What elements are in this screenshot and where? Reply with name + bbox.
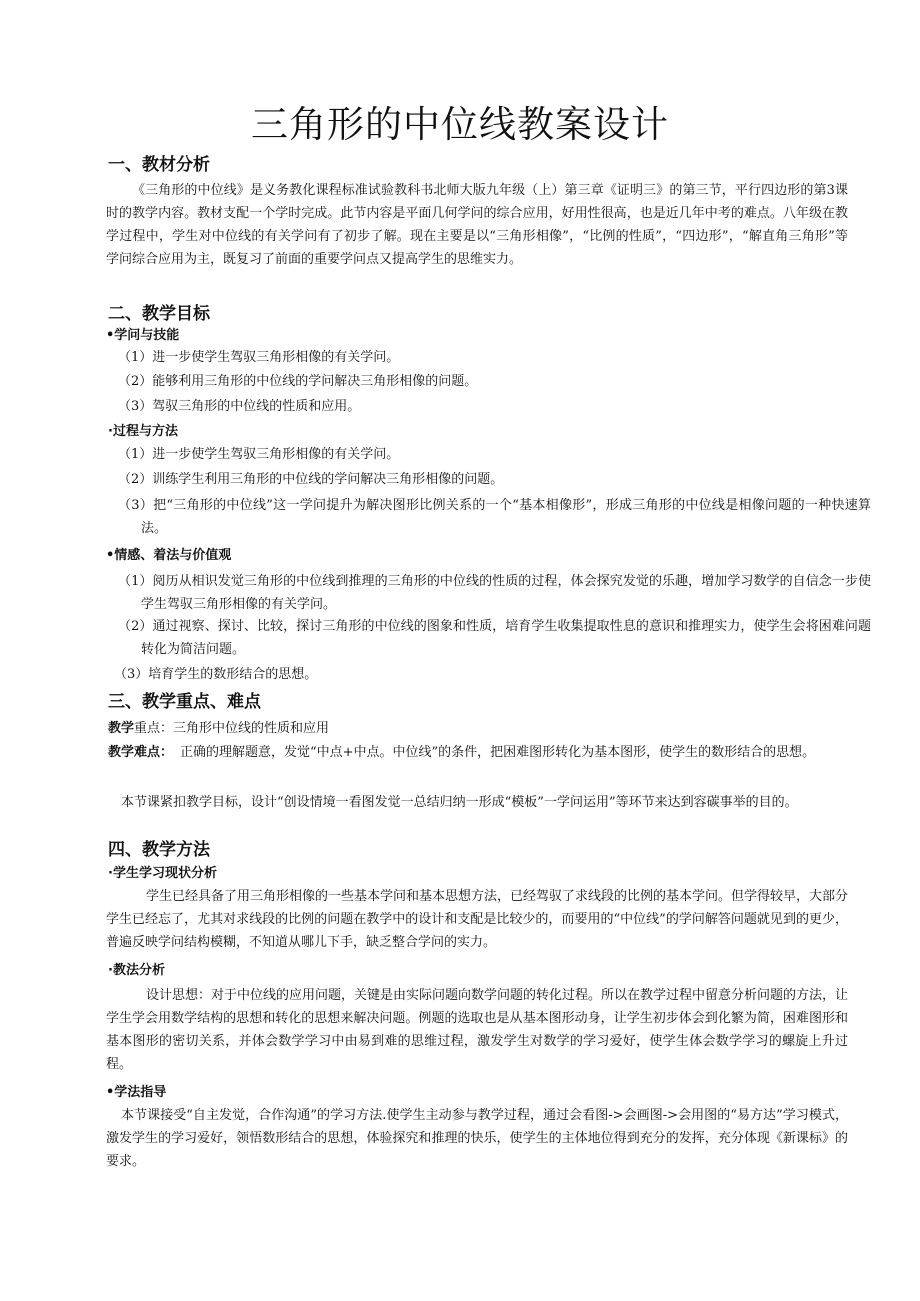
list-item: （3）驾驭三角形的中位线的性质和应用。	[118, 399, 361, 414]
list-item: （1）进一步使学生驾驭三角形相像的有关学问。	[118, 350, 400, 365]
objective-group-knowledge: •学问与技能	[106, 328, 180, 343]
key-points-paragraph: 本节课紧扣教学目标，设计“创设情境一看图发觉一总结归纳一形成“模板”一学问运用”等环节来达到容碳事举的目的。	[121, 795, 798, 810]
list-item: （3）培育学生的数形结合的思想。	[114, 667, 318, 682]
section-heading-materials: 一、教材分析	[108, 155, 210, 175]
section-heading-key-points: 三、教学重点、难点	[108, 692, 261, 712]
list-item: （1）阅历从相识发觉三角形的中位线到推理的三角形的中位线的性质的过程，体会探究发觉的乐趣，增加学习数学的自信念一步使学生驾驭三角形相像的有关学问。	[118, 574, 871, 612]
list-item: （2）通过视察、探讨、比较，探讨三角形的中位线的图象和性质，培育学生收集提取性息的意识和推理实力，使学生会将困难问题转化为简洁问题。	[118, 619, 871, 657]
objective-group-process: ·过程与方法	[108, 424, 178, 439]
list-item: （2）能够利用三角形的中位线的学问解决三角形相像的问题。	[118, 374, 478, 389]
list-item: （2）训练学生利用三角形的中位线的学问解决三角形相像的问题。	[118, 472, 504, 487]
list-item: （1）进一步使学生驾驭三角形相像的有关学问。	[118, 447, 400, 462]
objective-group-emotion: •情感、着法与价值观	[106, 548, 232, 563]
page-title: 三角形的中位线教案设计	[251, 103, 669, 146]
learning-paragraph: 本节课接受“自主发觉，合作沟通”的学习方法.使学生主动参与教学过程，通过会看图->会画图->会用图的“易方达”学习模式，激发学生的学习爱好，领悟数形结合的思想，体验探究和推理的快乐，使学生的主体地位得到充分的发挥，充分体现《新课标》的要求。	[106, 1108, 848, 1169]
list-item: （3）把“三角形的中位线”这一学问提升为解决图形比例关系的一个“基本相像形”，形成三角形的中位线是相像问题的一种快速算法。	[118, 498, 871, 536]
method-group-learning: •学法指导	[106, 1085, 167, 1100]
difficulty-text: 正确的理解题意，发觉“中点+中点。中位线”的条件，把困难图形转化为基本图形，使学生的数形结合的思想。	[180, 745, 816, 760]
method-group-teaching: ·教法分析	[108, 963, 165, 978]
method-group-student-status: ·学生学习现状分析	[108, 866, 217, 881]
difficulty-label-wrap	[108, 743, 173, 763]
materials-paragraph: 《三角形的中位线》是义务教化课程标准试验教科书北师大版九年级（上）第三章《证明三》的第三节，平行四边形的第3课时的教学内容。教材支配一个学时完成。此节内容是平面几何学问的综合应用，好用性很高，也是近几年中考的难点。八年级在教学过程中，学生对中位线的有关学问有了初步了解。现在主要是以“三角形相像”，“比例的性质”，“四边形”，“解直角三角形”等学问综合应用为主，既复习了前面的重要学问点又提高学生的思维实力。	[106, 183, 848, 267]
difficulty-label: 教学难点：	[108, 745, 174, 760]
key-point-text: 重点：三角形中位线的性质和应用	[134, 721, 330, 736]
key-point-line	[108, 719, 329, 739]
section-heading-methods: 四、教学方法	[108, 840, 210, 860]
section-heading-objectives: 二、教学目标	[108, 304, 210, 324]
student-status-paragraph: 学生已经具备了用三角形相像的一些基本学问和基本思想方法，已经驾驭了求线段的比例的基本学问。但学得较早，大部分学生已经忘了，尤其对求线段的比例的问题在教学中的设计和支配是比较少的，而要用的“中位线”的学问解答问题就见到的更少，普遍反映学问结构模糊，不知道从哪儿下手，缺乏整合学问的实力。	[106, 889, 849, 950]
key-point-label: 教学	[108, 721, 135, 736]
teaching-paragraph: 设计思想：对于中位线的应用问题，关键是由实际问题向数学问题的转化过程。所以在教学过程中留意分析问题的方法，让学生学会用数学结构的思想和转化的思想来解决问题。例题的选取也是从基本图形动身，让学生初步体会到化繁为简，困难图形和基本图形的密切关系，并体会数学学习中由易到难的思维过程，激发学生对数学的学习爱好，使学生体会数学学习的螺旋上升过程。	[106, 988, 849, 1072]
